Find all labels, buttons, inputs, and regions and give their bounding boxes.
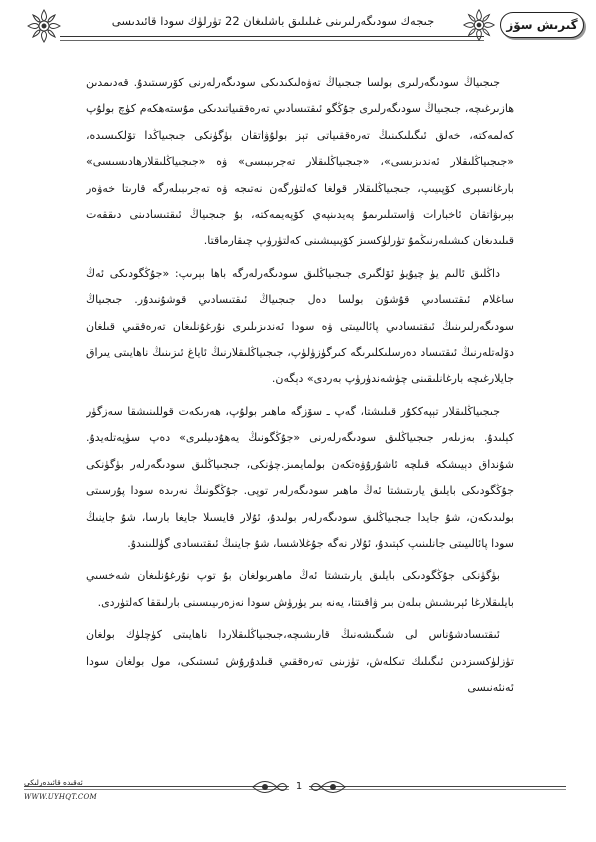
section-badge [500,12,584,38]
footer-source: ئەقىدە قائىدەرلىكى [24,778,83,787]
section-badge-label: گىرىش سۆز [506,18,578,32]
paragraph: بۈگۈنكى جۇڭگودىكى بايلىق يارىتىشتا ئەڭ ماھىربولغان بۇ توپ نۇرغۇنلىغان شەخسىي بايلىقلارغا ئېرىشىش بىلەن بىر ۋاقىتتا، يەنە بىر يۈرۈش سودا نەزەرىيىسىنى بارلىققا كەلتۈردى. [86,569,514,609]
page-header [0,0,596,64]
header-divider [60,36,484,37]
header-divider-secondary [60,40,484,41]
page-number: 1 [289,779,309,795]
paragraph: داڭلىق ئالىم يۈ چيۇيۈ ئۆلگىرى جىجىياڭلىق سودىگەرلەرگە باھا بېرىپ: «جۇڭگودىكى ئەڭ ساغلام ئىقتىسادىي قۇشۇن بولسا دەل جىجىياڭ ئىقتىسادىي قوشۇنىدۇر. جىجىياڭ سودىگەرلىرىنىڭ ئىقتىسادىي پائالىيىتى ۋە سودا ئەندىزىلىرى نۇرغۇنلىغان تەرەققىي قىلغان دۆلەتلەرنىڭ ئىقتىساد دەرسلىكلىرىگە كىرگۈزۈلۈپ، جىجىياڭلىقلارنىڭ ئاياغ ئىزىنىڭ ناھايىتى يىراق جايلارغىچە بارغانلىقىنى چۈشەندۈرۈپ بەردى» دېگەن. [86,266,514,386]
footer-url: WWW.UYHQT.COM [24,793,97,801]
running-title: جىجەك سودىگەرلىرىنى غىلىلىق باشلىغان 22 تۈرلۈك سودا قائىدىسى [111,14,435,28]
paragraph: ئىقتىسادشۇناس لى شىگىشەنىڭ قارىشىچە،جىجىياڭلىقلاردا ناھايىتى كۈچلۈك بولغان تۈزلۈكسىزدىن ئىگىلىك تىكلەش، تۈزىنى تەرەققىي قىلدۇرۇش ئىستىكى، مول بولغان سودا ئەنئەنىسى [86,628,514,694]
paragraph: جىجىياڭ سودىگەرلىرى بولسا جىجىياڭ تەۋەلىكىدىكى سودىگەرلەرنى كۆرسىتىدۇ. قەدىمدىن ھازىرغىچە، جىجىياڭ سودىگەرلىرى جۇڭگو ئىقتىسادىي تەرەققىياتىدىكى مۇستەھكەم كۈچ بولۇپ كەلمەكتە، خەلق ئىگىلىكىنىڭ تەرەققىياتى تېز بولۇۋاتقان بۈگۈنكى جىجىياڭدا تۆلكىسىدە، «جىجىياڭلىقلار ئەندىزىسى»، «جىجىياڭلىقلار تەجرىبىسى» ۋە «جىجىياڭلىقلارھادىسىسى» بارغانسېرى كۆپىيىپ، جىجىياڭلىقلار قولغا كەلتۈرگەن نەتىجە ۋە تەجرىبىلەرگە قارىتا خەۋەر بېرىۋاتقان ئاخبارات ۋاستىلىرىمۇ پەيدىنپەي كۆپەيمەكتە، بۇ جىجىياڭ ئىقتىسادىنى دىققەت قىلىدىغان كىشىلەرنىڭمۇ تۈرلۈكسىز كۆپىيىشىنى كەلتۈرۈپ چىقارماقتا. [86,76,514,248]
floral-ornament-icon [24,6,64,46]
floral-ornament-icon [460,6,498,44]
body-text [86,70,514,730]
paragraph: جىجىياڭلىقلار تېپەككۇر قىلىشتا، گەپ ـ سۆزگە ماھىر بولۇپ، ھەرىكەت قوللىنىشقا سەزگۈر كېلىدۇ. بەزىلەر جىجىياڭلىق سودىگەرلەرنى «جۇڭگونىڭ يەھۇدىيلىرى» دەپ سۈپەتلەيدۇ. شۇنداق دېيىشكە قىلچە ئاشۇرۇۋەتكەن بولمايمىز.چۈنكى، جىجىياڭلىق سودىگەرلەر بۈگۈنكى جۇڭگودىكى بايلىق يارىتىشتا ئەڭ ماھىر سودىگەرلەر توپى. جۇڭگونىڭ نەرىدە سودا پۇرسىتى بولىدىكەن، شۇ جايدا جىجىياڭلىق سودىگەرلەر بولىدۇ، ئۇلار قايسىلا جايغا بارسا، شۇ جاينىڭ سودا پائالىيىتى جانلىنىپ كېتىدۇ، ئۇلار نەگە جۇغلاشسا، شۇ جاينىڭ ئىقتىسادى گۈللىنىدۇ. [86,404,514,550]
